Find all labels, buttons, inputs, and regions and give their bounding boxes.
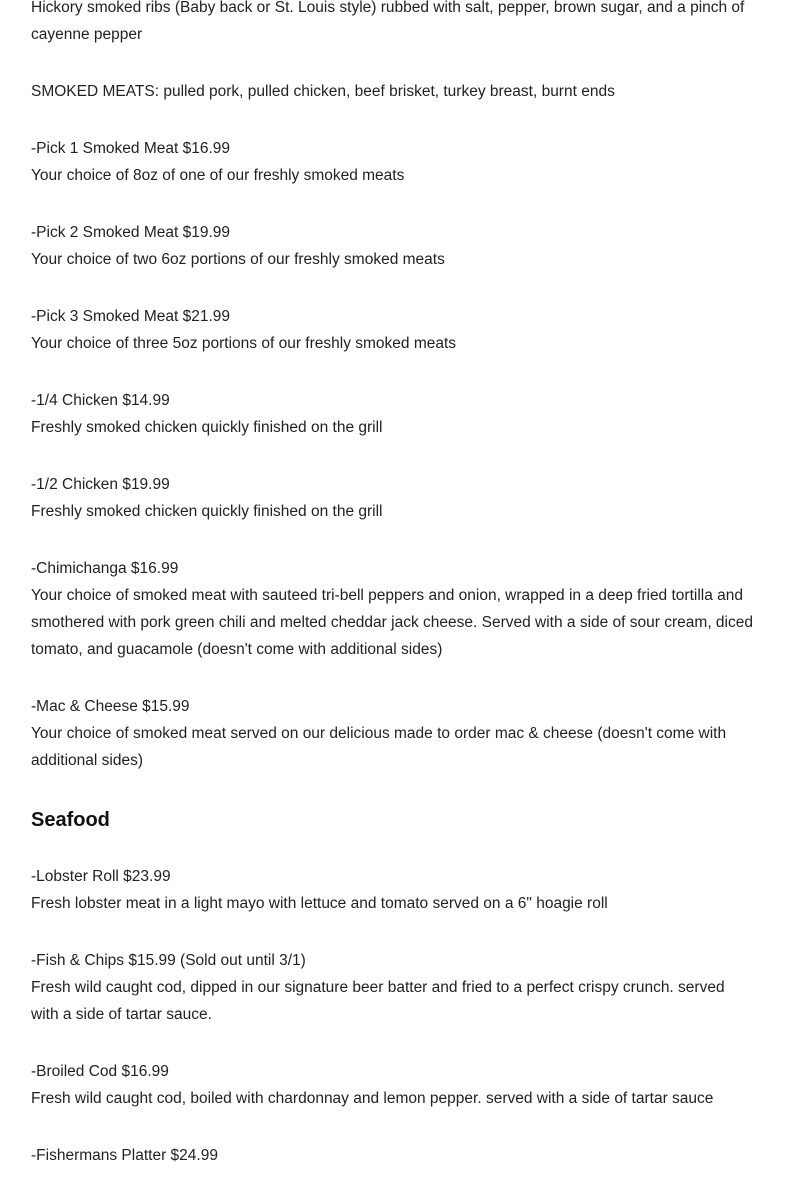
section-heading-seafood: Seafood xyxy=(31,809,110,831)
menu-item-description: Fresh wild caught cod, boiled with chardonnay and lemon pepper. served with a side of tartar sauce xyxy=(31,1090,714,1107)
smoked-meats-note: SMOKED MEATS: pulled pork, pulled chicken, beef brisket, turkey breast, burnt ends xyxy=(31,83,615,100)
ribs-description: Hickory smoked ribs (Baby back or St. Louis style) rubbed with salt, pepper, brown sugar, and a pinch of cayenne pepper xyxy=(31,0,745,43)
menu-content xyxy=(31,0,755,1199)
menu-item xyxy=(31,1058,755,1112)
menu-item xyxy=(31,693,755,774)
menu-item-description: Your choice of 8oz of one of our freshly smoked meats xyxy=(31,167,405,184)
menu-item-title: -Lobster Roll $23.99 xyxy=(31,868,171,885)
menu-item xyxy=(31,471,755,525)
menu-item-title: -Broiled Cod $16.99 xyxy=(31,1063,169,1080)
menu-item-title: -Fish & Chips $15.99 (Sold out until 3/1) xyxy=(31,952,306,969)
menu-item-description: Your choice of two 6oz portions of our freshly smoked meats xyxy=(31,251,445,268)
menu-item xyxy=(31,387,755,441)
menu-item-description: Your choice of smoked meat with sauteed tri-bell peppers and onion, wrapped in a deep fried tortilla and smothered with pork green chili and melted cheddar jack cheese. Served with a side of sour cream, diced tomato, and guacamole (doesn't come with additional sides) xyxy=(31,587,753,658)
menu-item-title: -Pick 1 Smoked Meat $16.99 xyxy=(31,140,231,157)
menu-item-description: Freshly smoked chicken quickly finished on the grill xyxy=(31,419,383,436)
menu-item xyxy=(31,555,755,663)
menu-item-title: -Pick 2 Smoked Meat $19.99 xyxy=(31,224,231,241)
menu-item-description: Fresh lobster meat in a light mayo with lettuce and tomato served on a 6" hoagie roll xyxy=(31,895,608,912)
menu-item-description: Your choice of three 5oz portions of our freshly smoked meats xyxy=(31,335,457,352)
menu-item-title: -1/2 Chicken $19.99 xyxy=(31,476,170,493)
menu-item xyxy=(31,1142,755,1169)
menu-item-title: -Pick 3 Smoked Meat $21.99 xyxy=(31,308,231,325)
menu-item xyxy=(31,863,755,917)
menu-item-title: -Chimichanga $16.99 xyxy=(31,560,179,577)
menu-item xyxy=(31,219,755,273)
menu-item xyxy=(31,135,755,189)
menu-item-description: Freshly smoked chicken quickly finished on the grill xyxy=(31,503,383,520)
menu-item-title: -Fishermans Platter $24.99 xyxy=(31,1147,218,1164)
menu-item-description: Your choice of smoked meat served on our delicious made to order mac & cheese (doesn't come with additional sides) xyxy=(31,725,727,769)
menu-item-title: -Mac & Cheese $15.99 xyxy=(31,698,190,715)
menu-item-description: Fresh wild caught cod, dipped in our signature beer batter and fried to a perfect crispy crunch. served with a side of tartar sauce. xyxy=(31,979,725,1023)
menu-item-title: -1/4 Chicken $14.99 xyxy=(31,392,170,409)
menu-item xyxy=(31,947,755,1028)
menu-item xyxy=(31,303,755,357)
